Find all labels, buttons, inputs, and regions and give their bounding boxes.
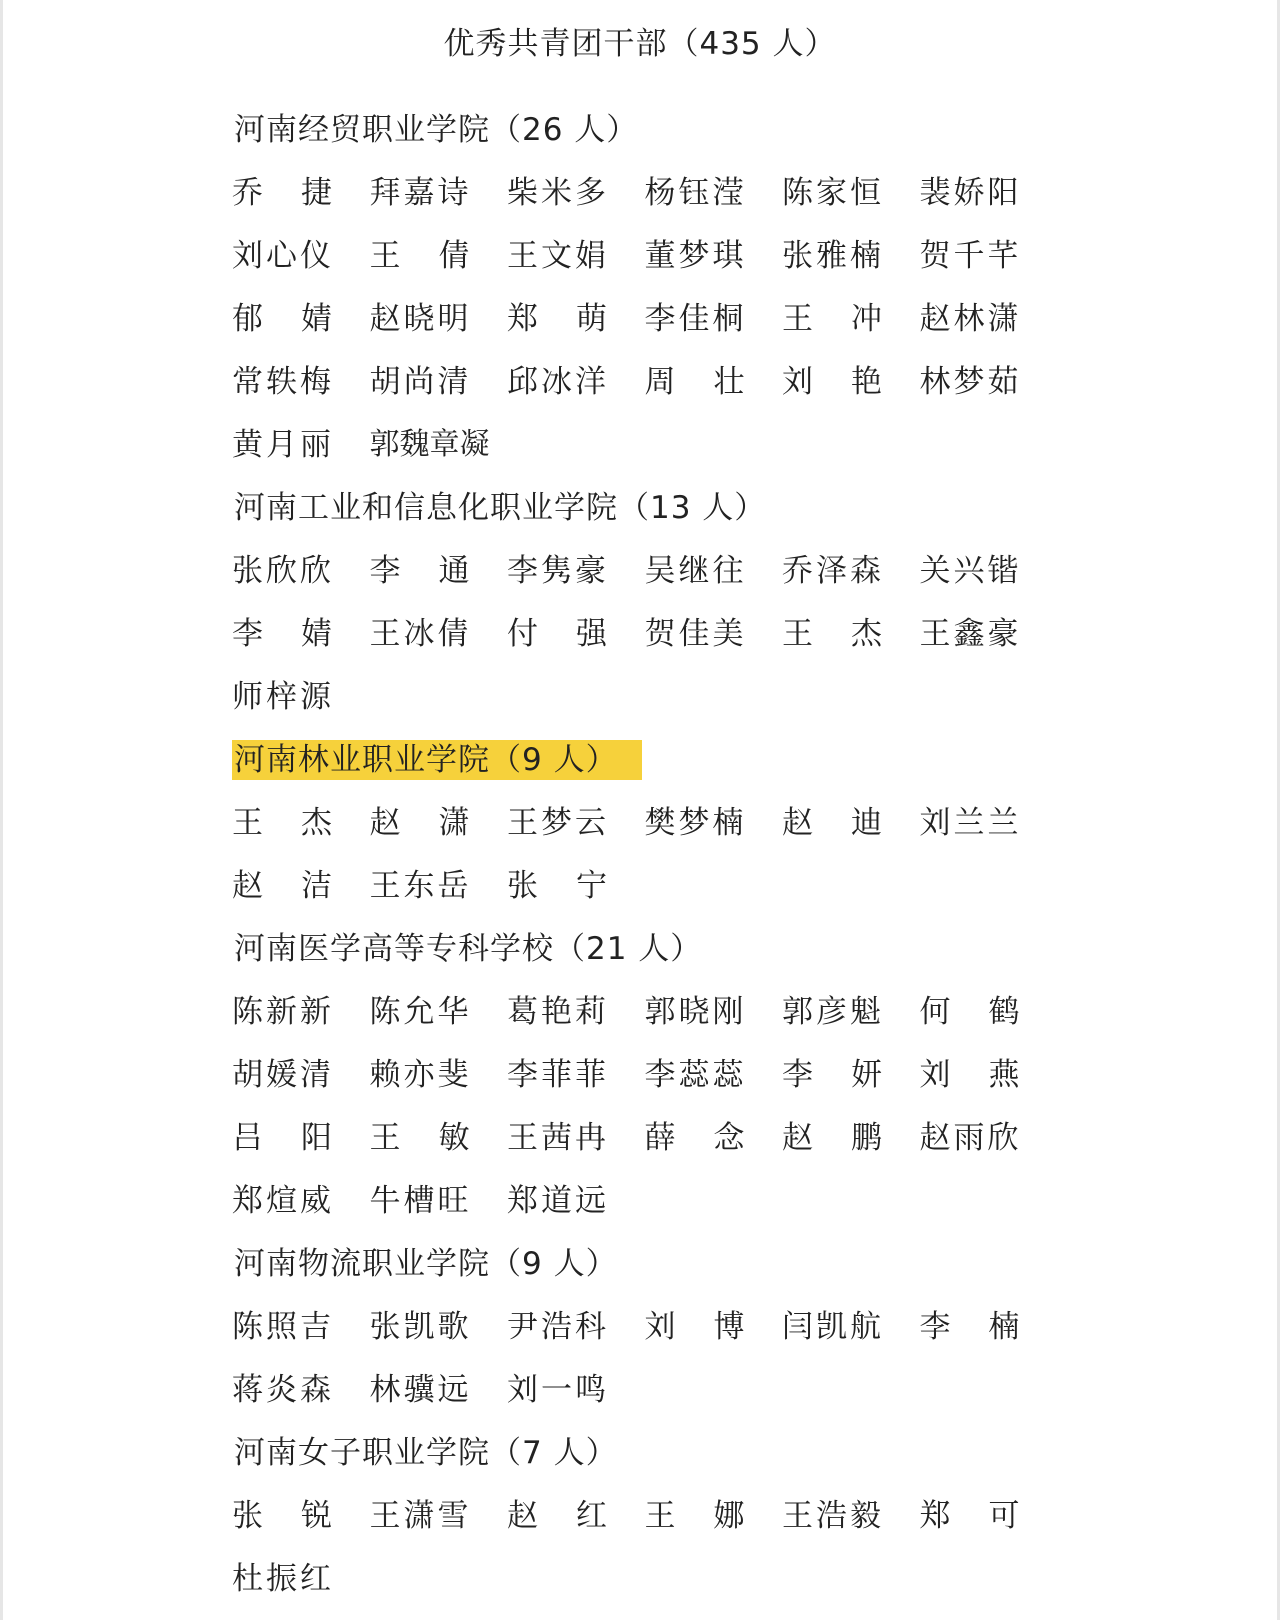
- person-name: 赵迪: [782, 804, 920, 841]
- name-cell: [645, 1106, 783, 1169]
- person-name: 吕阳: [232, 1119, 370, 1156]
- name-cell: [920, 791, 1058, 854]
- name-cell: [507, 224, 645, 287]
- person-name: 王冲: [782, 300, 920, 337]
- name-cell: [782, 980, 920, 1043]
- name-cell: [645, 980, 783, 1043]
- name-cell: [507, 1358, 645, 1421]
- name-cell: [370, 1106, 508, 1169]
- section-heading-row: [232, 1232, 1072, 1295]
- person-name: 王敏: [369, 1119, 508, 1156]
- name-cell: [370, 1295, 508, 1358]
- person-name: 蒋炎森: [232, 1371, 334, 1408]
- name-cell: [370, 287, 508, 350]
- name-cell: [232, 1043, 370, 1106]
- person-name: 赵林潇: [919, 300, 1022, 337]
- name-cell: [782, 224, 920, 287]
- person-name: 李楠: [919, 1308, 1058, 1345]
- person-name: 王梦云: [507, 804, 609, 841]
- name-cell: [507, 1484, 645, 1547]
- section-heading: 河南医学高等专科学校（21 人）: [234, 930, 703, 967]
- name-cell: [370, 350, 508, 413]
- section-heading: 河南经贸职业学院（26 人）: [234, 111, 639, 148]
- person-name: 周壮: [644, 363, 783, 400]
- name-cell: [232, 602, 370, 665]
- name-cell: [920, 161, 1058, 224]
- person-name: 乔捷: [232, 174, 370, 211]
- name-cell: [232, 1484, 370, 1547]
- person-name: 刘兰兰: [919, 804, 1022, 841]
- section-heading: 河南工业和信息化职业学院（13 人）: [234, 489, 767, 526]
- name-cell: [232, 539, 370, 602]
- name-cell: [232, 854, 370, 917]
- person-name: 邱冰洋: [507, 363, 609, 400]
- person-name: 王娜: [644, 1497, 783, 1534]
- person-name: 郭魏章凝: [369, 426, 490, 462]
- name-cell: [232, 980, 370, 1043]
- name-cell: [232, 161, 370, 224]
- name-cell: [232, 1358, 370, 1421]
- person-name: 常轶梅: [232, 363, 334, 400]
- person-name: 王茜冉: [507, 1119, 609, 1156]
- name-cell: [782, 161, 920, 224]
- person-name: 林骥远: [369, 1371, 472, 1408]
- name-cell: [370, 539, 508, 602]
- name-cell: [645, 539, 783, 602]
- name-cell: [507, 350, 645, 413]
- person-name: 尹浩科: [507, 1308, 609, 1345]
- section-heading: 河南林业职业学院（9 人）: [232, 740, 642, 780]
- person-name: 刘燕: [919, 1056, 1058, 1093]
- name-cell: [645, 1295, 783, 1358]
- person-name: 郭彦魁: [782, 993, 884, 1030]
- person-name: 郑可: [919, 1497, 1058, 1534]
- document-title: 优秀共青团干部（435 人）: [443, 26, 837, 62]
- name-cell: [370, 1169, 508, 1232]
- name-cell: [920, 1106, 1058, 1169]
- name-cell: [645, 350, 783, 413]
- person-name: 王杰: [232, 804, 370, 841]
- name-grid: [232, 539, 1072, 728]
- person-name: 张凯歌: [369, 1308, 472, 1345]
- name-cell: [232, 665, 370, 728]
- person-name: 王文娟: [507, 237, 609, 274]
- name-cell: [920, 1295, 1058, 1358]
- name-cell: [782, 1295, 920, 1358]
- name-cell: [232, 413, 370, 476]
- person-name: 李婧: [232, 615, 370, 652]
- person-name: 王鑫豪: [919, 615, 1022, 652]
- name-cell: [507, 287, 645, 350]
- section-heading: 河南物流职业学院（9 人）: [234, 1245, 618, 1282]
- name-cell: [782, 1043, 920, 1106]
- name-grid: [232, 161, 1072, 476]
- person-name: 薛念: [644, 1119, 783, 1156]
- person-name: 郭晓刚: [644, 993, 747, 1030]
- person-name: 闫凯航: [782, 1308, 884, 1345]
- name-cell: [232, 1169, 370, 1232]
- person-name: 师梓源: [232, 678, 334, 715]
- person-name: 赵雨欣: [919, 1119, 1022, 1156]
- person-name: 赵鹏: [782, 1119, 920, 1156]
- name-cell: [370, 1043, 508, 1106]
- name-cell: [370, 602, 508, 665]
- person-name: 刘艳: [782, 363, 920, 400]
- name-cell: [645, 1484, 783, 1547]
- name-cell: [507, 980, 645, 1043]
- name-cell: [920, 980, 1058, 1043]
- name-cell: [507, 854, 645, 917]
- person-name: 黄月丽: [232, 426, 334, 463]
- name-cell: [782, 791, 920, 854]
- person-name: 董梦琪: [644, 237, 747, 274]
- name-cell: [507, 539, 645, 602]
- name-cell: [232, 1547, 370, 1610]
- name-grid: [232, 791, 1072, 917]
- name-cell: [920, 224, 1058, 287]
- name-cell: [645, 602, 783, 665]
- person-name: 李通: [369, 552, 508, 589]
- person-name: 李菲菲: [507, 1056, 609, 1093]
- name-cell: [507, 1106, 645, 1169]
- person-name: 刘心仪: [232, 237, 334, 274]
- section-heading-row: [232, 917, 1072, 980]
- name-cell: [920, 539, 1058, 602]
- person-name: 赵红: [507, 1497, 645, 1534]
- person-name: 郁婧: [232, 300, 370, 337]
- name-cell: [645, 791, 783, 854]
- name-cell: [782, 1106, 920, 1169]
- person-name: 李佳桐: [644, 300, 747, 337]
- person-name: 王倩: [369, 237, 508, 274]
- name-cell: [370, 224, 508, 287]
- name-cell: [507, 1295, 645, 1358]
- person-name: 陈新新: [232, 993, 334, 1030]
- person-name: 陈允华: [369, 993, 472, 1030]
- name-cell: [507, 1043, 645, 1106]
- person-name: 付强: [507, 615, 645, 652]
- person-name: 柴米多: [507, 174, 609, 211]
- name-cell: [232, 1106, 370, 1169]
- name-cell: [920, 1043, 1058, 1106]
- name-cell: [782, 287, 920, 350]
- page-edge-left: [0, 0, 3, 1620]
- person-name: 胡尚清: [369, 363, 472, 400]
- section-heading: 河南女子职业学院（7 人）: [234, 1434, 618, 1471]
- name-cell: [232, 287, 370, 350]
- section-heading-row: [232, 1421, 1072, 1484]
- person-name: 赖亦斐: [369, 1056, 472, 1093]
- person-name: 刘一鸣: [507, 1371, 609, 1408]
- name-cell: [370, 1484, 508, 1547]
- person-name: 赵潇: [369, 804, 508, 841]
- section-heading-row: [232, 98, 1072, 161]
- person-name: 陈照吉: [232, 1308, 334, 1345]
- name-cell: [232, 224, 370, 287]
- person-name: 陈家恒: [782, 174, 884, 211]
- person-name: 李妍: [782, 1056, 920, 1093]
- person-name: 刘博: [644, 1308, 783, 1345]
- name-grid: [232, 1484, 1072, 1610]
- name-cell: [232, 1295, 370, 1358]
- name-cell: [645, 161, 783, 224]
- name-cell: [920, 602, 1058, 665]
- name-cell: [645, 1043, 783, 1106]
- person-name: 林梦茹: [919, 363, 1022, 400]
- person-name: 贺千芊: [919, 237, 1022, 274]
- person-name: 杜振红: [232, 1560, 334, 1597]
- section-heading-row: [232, 728, 1072, 791]
- name-cell: [782, 539, 920, 602]
- person-name: 杨钰滢: [644, 174, 747, 211]
- person-name: 赵洁: [232, 867, 370, 904]
- person-name: 王东岳: [369, 867, 472, 904]
- person-name: 王杰: [782, 615, 920, 652]
- person-name: 赵晓明: [369, 300, 472, 337]
- name-cell: [370, 1358, 508, 1421]
- person-name: 张锐: [232, 1497, 370, 1534]
- person-name: 王冰倩: [369, 615, 472, 652]
- name-cell: [370, 854, 508, 917]
- person-name: 拜嘉诗: [369, 174, 472, 211]
- person-name: 郑萌: [507, 300, 645, 337]
- name-cell: [782, 350, 920, 413]
- person-name: 贺佳美: [644, 615, 747, 652]
- name-cell: [370, 980, 508, 1043]
- person-name: 樊梦楠: [644, 804, 747, 841]
- name-cell: [920, 1484, 1058, 1547]
- name-cell: [645, 224, 783, 287]
- person-name: 王潇雪: [369, 1497, 472, 1534]
- person-name: 张宁: [507, 867, 645, 904]
- name-cell: [232, 350, 370, 413]
- name-cell: [645, 287, 783, 350]
- person-name: 李隽豪: [507, 552, 609, 589]
- section-heading-row: [232, 476, 1072, 539]
- name-cell: [920, 287, 1058, 350]
- name-cell: [507, 791, 645, 854]
- person-name: 关兴锴: [919, 552, 1022, 589]
- person-name: 牛槽旺: [369, 1182, 472, 1219]
- name-cell: [507, 602, 645, 665]
- person-name: 何鹤: [919, 993, 1058, 1030]
- sections-list: [232, 98, 1072, 1610]
- person-name: 王浩毅: [782, 1497, 884, 1534]
- name-cell: [232, 791, 370, 854]
- name-cell: [507, 1169, 645, 1232]
- name-cell: [370, 161, 508, 224]
- name-cell: [782, 602, 920, 665]
- person-name: 郑煊威: [232, 1182, 334, 1219]
- name-cell: [507, 161, 645, 224]
- person-name: 张雅楠: [782, 237, 884, 274]
- person-name: 乔泽森: [782, 552, 884, 589]
- person-name: 张欣欣: [232, 552, 334, 589]
- person-name: 葛艳莉: [507, 993, 609, 1030]
- person-name: 李蕊蕊: [644, 1056, 747, 1093]
- person-name: 吴继往: [644, 552, 747, 589]
- name-grid: [232, 1295, 1072, 1421]
- name-grid: [232, 980, 1072, 1232]
- name-cell: [920, 350, 1058, 413]
- name-cell: [370, 791, 508, 854]
- name-cell: [782, 1484, 920, 1547]
- name-cell: [370, 413, 508, 476]
- person-name: 胡媛清: [232, 1056, 334, 1093]
- person-name: 郑道远: [507, 1182, 609, 1219]
- person-name: 裴娇阳: [919, 174, 1022, 211]
